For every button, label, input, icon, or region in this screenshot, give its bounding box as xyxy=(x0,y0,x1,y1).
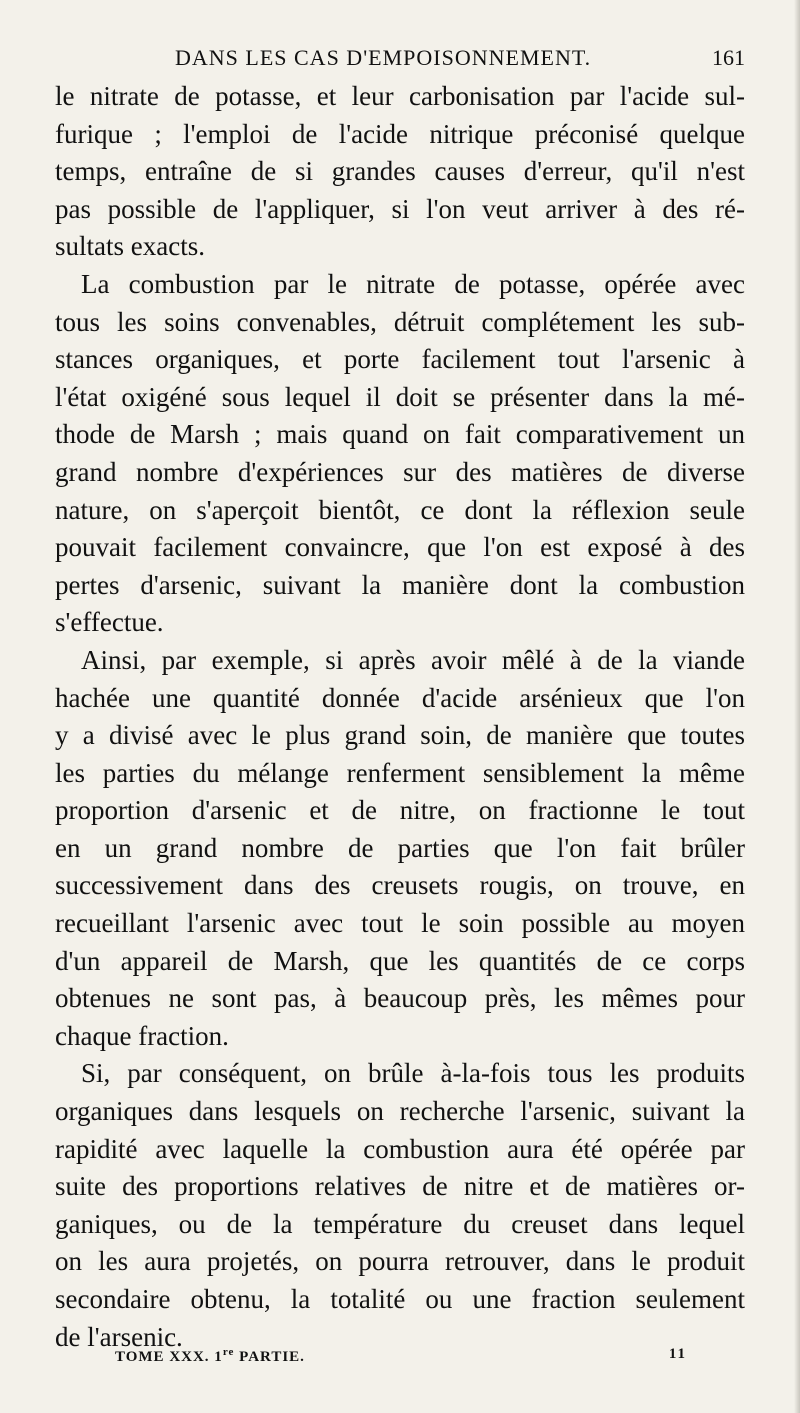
signature-mark xyxy=(115,1346,305,1366)
text-line: pouvait facilement convaincre, que l'on est exposé à des xyxy=(55,532,745,563)
text-line: chaque fraction. xyxy=(55,1020,229,1051)
page-number: 161 xyxy=(712,45,745,70)
page-header xyxy=(55,40,745,76)
text-line: proportion d'arsenic et de nitre, on fractionne le tout xyxy=(55,795,745,826)
text-line: de l'arsenic. xyxy=(55,1321,183,1352)
text-line: y a divisé avec le plus grand soin, de manière que toutes xyxy=(55,720,745,751)
text-line: pertes d'arsenic, suivant la manière dont la combustion xyxy=(55,569,745,600)
text-line: d'un appareil de Marsh, que les quantités de ce corps xyxy=(55,945,745,976)
sheet-mark: 11 xyxy=(668,1346,687,1362)
text-line: furique ; l'emploi de l'acide nitrique préconisé quelque xyxy=(55,118,745,149)
text-line: successivement dans des creusets rougis, on trouve, en xyxy=(55,870,745,901)
text-line: recueillant l'arsenic avec tout le soin possible au moyen xyxy=(55,908,745,939)
text-line: le nitrate de potasse, et leur carbonisation par l'acide sul- xyxy=(55,81,745,111)
text-line: hachée une quantité donnée d'acide arsénieux que l'on xyxy=(55,682,745,713)
body-text xyxy=(55,78,745,1356)
signature-superscript: re xyxy=(222,1346,235,1358)
text-line: les parties du mélange renferment sensiblement la même xyxy=(55,757,745,788)
text-line: thode de Marsh ; mais quand on fait comparativement un xyxy=(55,419,745,450)
text-line: tous les soins convenables, détruit complétement les sub- xyxy=(55,306,745,337)
text-line: nature, on s'aperçoit bientôt, ce dont la réflexion seule xyxy=(55,494,745,525)
text-line: on les aura projetés, on pourra retrouver, dans le produit xyxy=(55,1246,745,1277)
text-line: rapidité avec laquelle la combustion aura été opérée par xyxy=(55,1133,745,1164)
page-edge-shadow xyxy=(794,0,800,1413)
paragraph-start-line: Ainsi, par exemple, si après avoir mêlé à de la viande xyxy=(81,644,745,675)
text-line: obtenues ne sont pas, à beaucoup près, les mêmes pour xyxy=(55,983,745,1014)
text-line: grand nombre d'expériences sur des matières de diverse xyxy=(55,456,745,487)
text-line: ganiques, ou de la température du creuset dans lequel xyxy=(55,1208,745,1239)
paragraph-start-line: Si, par conséquent, on brûle à-la-fois tous les produits xyxy=(81,1058,745,1089)
text-line: secondaire obtenu, la totalité ou une fraction seulement xyxy=(55,1284,745,1314)
signature-prefix: TOME XXX. 1 xyxy=(115,1349,223,1365)
text-line: s'effectue. xyxy=(55,607,164,638)
signature-suffix: PARTIE. xyxy=(234,1349,305,1365)
text-line: temps, entraîne de si grandes causes d'erreur, qu'il n'est xyxy=(55,156,745,187)
text-line: en un grand nombre de parties que l'on fait brûler xyxy=(55,832,745,863)
text-line: suite des proportions relatives de nitre et de matières or- xyxy=(55,1171,745,1202)
text-line: sultats exacts. xyxy=(55,231,205,262)
paragraph-start-line: La combustion par le nitrate de potasse, opérée avec xyxy=(81,268,745,299)
page-footer xyxy=(115,1346,687,1372)
text-line: stances organiques, et porte facilement tout l'arsenic à xyxy=(55,344,745,375)
text-line: pas possible de l'appliquer, si l'on veut arriver à des ré- xyxy=(55,193,745,224)
running-title: DANS LES CAS D'EMPOISONNEMENT. xyxy=(175,45,592,70)
text-line: organiques dans lesquels on recherche l'arsenic, suivant la xyxy=(55,1096,745,1127)
text-line: l'état oxigéné sous lequel il doit se présenter dans la mé- xyxy=(55,381,745,412)
